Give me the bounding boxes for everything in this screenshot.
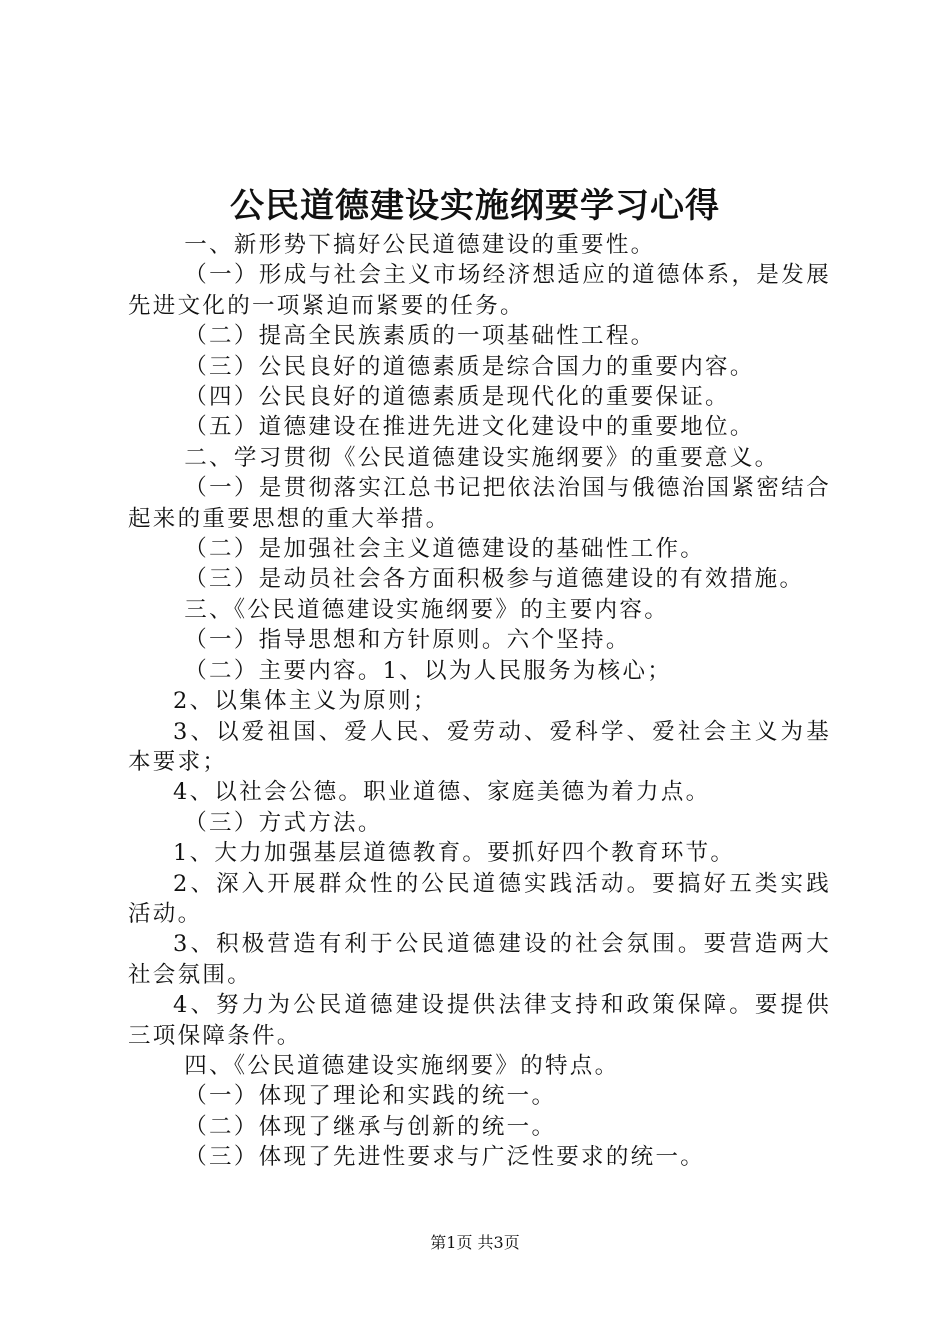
paragraph: 4、以社会公德。职业道德、家庭美德为着力点。 (173, 779, 711, 806)
paragraph: （三）方式方法。 (184, 809, 383, 836)
section-heading: 三、《公民道德建设实施纲要》的主要内容。 (184, 596, 670, 623)
paragraph: （一）体现了理论和实践的统一。 (184, 1083, 557, 1110)
paragraph: 3、以爱祖国、爱人民、爱劳动、爱科学、爱社会主义为基本要求； (128, 718, 831, 775)
paragraph: 2、以集体主义为原则； (173, 688, 438, 715)
paragraph: （二）体现了继承与创新的统一。 (184, 1113, 557, 1140)
paragraph: 1、大力加强基层道德教育。要抓好四个教育环节。 (173, 840, 736, 867)
paragraph: （四）公民良好的道德素质是现代化的重要保证。 (184, 384, 730, 411)
paragraph: （二）是加强社会主义道德建设的基础性工作。 (184, 536, 706, 563)
paragraph: （三）是动员社会各方面积极参与道德建设的有效措施。 (184, 566, 805, 593)
paragraph: 2、深入开展群众性的公民道德实践活动。要搞好五类实践活动。 (128, 870, 831, 927)
paragraph: （三）公民良好的道德素质是综合国力的重要内容。 (184, 353, 755, 380)
document-body (128, 230, 831, 1173)
page-number: 第1页 共3页 (430, 1233, 520, 1252)
section-heading: 四、《公民道德建设实施纲要》的特点。 (184, 1052, 620, 1079)
page-footer (0, 1232, 950, 1254)
section-heading: 一、新形势下搞好公民道德建设的重要性。 (184, 232, 656, 258)
paragraph: （三）体现了先进性要求与广泛性要求的统一。 (184, 1144, 706, 1171)
paragraph: （二）主要内容。1、以为人民服务为核心； (184, 657, 673, 684)
document-title: 公民道德建设实施纲要学习心得 (230, 186, 720, 226)
paragraph: 4、努力为公民道德建设提供法律支持和政策保障。要提供三项保障条件。 (128, 992, 831, 1049)
paragraph: （一）是贯彻落实江总书记把依法治国与俄德治国紧密结合起来的重要思想的重大举措。 (128, 475, 831, 532)
section-heading: 二、学习贯彻《公民道德建设实施纲要》的重要意义。 (184, 444, 780, 471)
paragraph: （一）形成与社会主义市场经济想适应的道德体系，是发展先进文化的一项紧迫而紧要的任务。 (128, 262, 831, 319)
paragraph: （五）道德建设在推进先进文化建设中的重要地位。 (184, 414, 755, 441)
paragraph: （二）提高全民族素质的一项基础性工程。 (184, 323, 656, 350)
paragraph: 3、积极营造有利于公民道德建设的社会氛围。要营造两大社会氛围。 (128, 931, 831, 988)
paragraph: （一）指导思想和方针原则。六个坚持。 (184, 627, 631, 654)
